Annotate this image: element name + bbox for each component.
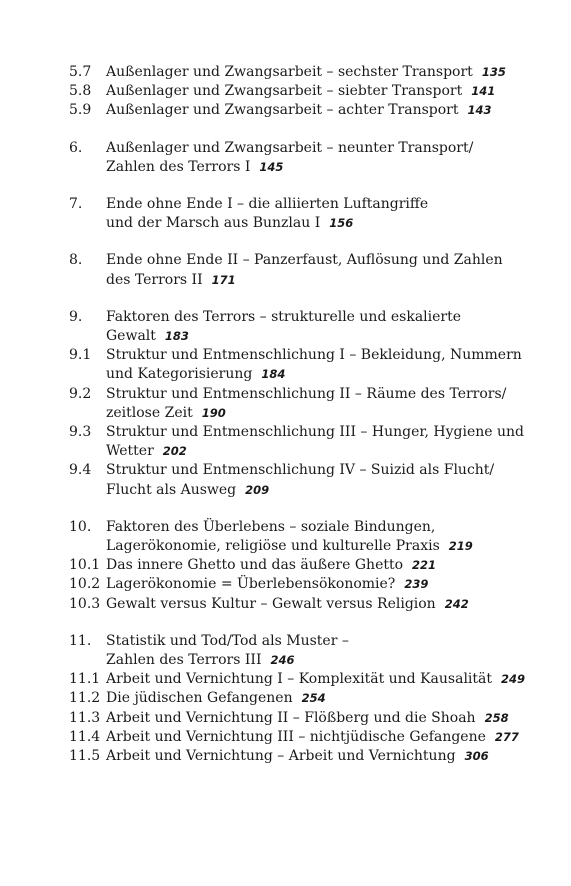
page-number: 145 — [259, 159, 284, 174]
page-number: 209 — [245, 482, 270, 497]
section-title-text: Lagerökonomie = Überlebensökonomie? — [106, 576, 396, 593]
section-title-text: Arbeit und Vernichtung III – nichtjüdische Gefangene — [106, 728, 486, 745]
section-title-text: Wetter — [106, 443, 154, 460]
section-title-text: Arbeit und Vernichtung I – Komplexität und Kausalität — [106, 671, 492, 688]
section-number: 7. — [69, 196, 83, 213]
section-title-text: Außenlager und Zwangsarbeit – siebter Transport — [106, 83, 463, 100]
toc-entry — [69, 423, 539, 461]
section-number: 5.9 — [69, 102, 92, 119]
section-number: 10. — [69, 518, 92, 535]
section-title-line — [106, 747, 539, 766]
section-title-line — [106, 651, 539, 670]
section-title-text: Flucht als Ausweg — [106, 481, 237, 498]
section-title-line — [106, 481, 539, 500]
page-number: 246 — [270, 653, 295, 668]
section-number: 11.2 — [69, 690, 101, 707]
toc-entry — [69, 195, 539, 233]
toc-entry — [69, 689, 539, 708]
section-title-text: Lagerökonomie, religiöse und kulturelle Praxis — [106, 538, 440, 555]
section-number: 8. — [69, 252, 83, 269]
page-number: 219 — [448, 539, 473, 554]
section-title-text: Statistik und Tod/Tod als Muster – — [106, 632, 349, 649]
page-number: 254 — [301, 691, 326, 706]
section-title-text: des Terrors II — [106, 271, 203, 288]
page-number: 239 — [404, 577, 429, 592]
section-title-line — [106, 575, 539, 594]
section-number: 10.3 — [69, 595, 101, 612]
page-number: 184 — [261, 367, 286, 382]
section-title-text: Struktur und Entmenschlichung IV – Suizid als Flucht/ — [106, 462, 495, 479]
section-title-line — [106, 728, 539, 747]
section-title-text: Zahlen des Terrors I — [106, 158, 251, 175]
section-title-line — [106, 139, 539, 158]
section-title-text: Arbeit und Vernichtung – Arbeit und Vernichtung — [106, 748, 456, 765]
section-title-line — [106, 423, 539, 442]
page-number: 258 — [484, 710, 509, 725]
section-number: 11.5 — [69, 748, 101, 765]
section-title-line — [106, 195, 539, 214]
section-number: 6. — [69, 139, 83, 156]
page-number: 143 — [467, 103, 492, 118]
toc-entry — [69, 139, 539, 177]
section-title-line — [106, 537, 539, 556]
section-title-text: Zahlen des Terrors III — [106, 652, 262, 669]
section-title-text: Struktur und Entmenschlichung III – Hunger, Hygiene und — [106, 424, 525, 441]
toc-entry — [69, 518, 539, 556]
section-number: 11.3 — [69, 709, 101, 726]
section-title-text: Ende ohne Ende I – die alliierten Luftangriffe — [106, 196, 429, 213]
section-title-text: und der Marsch aus Bunzlau I — [106, 215, 321, 232]
section-title-line — [106, 365, 539, 384]
section-title-line — [106, 346, 539, 365]
section-title-text: Faktoren des Überlebens – soziale Bindungen, — [106, 518, 436, 535]
page-number: 156 — [329, 216, 354, 231]
page-number: 277 — [494, 729, 519, 744]
section-title-line — [106, 518, 539, 537]
section-title-line — [106, 271, 539, 290]
page-number: 171 — [211, 272, 236, 287]
section-title-line — [106, 158, 539, 177]
page-number: 141 — [471, 84, 496, 99]
section-number: 9. — [69, 308, 83, 325]
page-number: 221 — [412, 558, 437, 573]
section-title-line — [106, 595, 539, 614]
section-title-text: Außenlager und Zwangsarbeit – neunter Transport/ — [106, 139, 474, 156]
section-title-line — [106, 404, 539, 423]
section-number: 9.2 — [69, 385, 92, 402]
section-title-text: zeitlose Zeit — [106, 404, 193, 421]
section-title-line — [106, 251, 539, 270]
page-number: 190 — [201, 405, 226, 420]
toc-entry — [69, 632, 539, 670]
toc-entry — [69, 346, 539, 384]
section-title-text: Gewalt versus Kultur – Gewalt versus Religion — [106, 595, 436, 612]
page-number: 135 — [481, 65, 506, 79]
section-title-text: und Kategorisierung — [106, 366, 253, 383]
section-title-line — [106, 461, 539, 480]
section-title-line — [106, 214, 539, 233]
toc-entry — [69, 461, 539, 499]
section-title-text: Struktur und Entmenschlichung II – Räume des Terrors/ — [106, 385, 507, 402]
toc-entry — [69, 101, 539, 120]
section-title-line — [106, 385, 539, 404]
section-title-line — [106, 689, 539, 708]
section-title-text: Die jüdischen Gefangenen — [106, 690, 293, 707]
page-number: 183 — [164, 329, 189, 344]
toc-entry — [69, 251, 539, 289]
section-number: 11.1 — [69, 671, 101, 688]
section-number: 9.3 — [69, 424, 92, 441]
toc-entry — [69, 709, 539, 728]
section-title-line — [106, 442, 539, 461]
section-number: 9.4 — [69, 462, 92, 479]
toc-entry — [69, 63, 539, 82]
section-title-line — [106, 63, 539, 82]
toc-entry — [69, 575, 539, 594]
section-title-line — [106, 327, 539, 346]
section-number: 9.1 — [69, 347, 92, 364]
section-number: 11.4 — [69, 728, 101, 745]
page-number: 202 — [162, 444, 187, 459]
section-number: 5.7 — [69, 64, 92, 80]
section-title-line — [106, 101, 539, 120]
section-title-text: Außenlager und Zwangsarbeit – sechster Transport — [106, 64, 473, 80]
section-title-line — [106, 632, 539, 651]
section-number: 5.8 — [69, 83, 92, 100]
toc-entry — [69, 308, 539, 346]
toc-entry — [69, 385, 539, 423]
section-title-text: Außenlager und Zwangsarbeit – achter Transport — [106, 102, 459, 119]
page-number: 306 — [464, 749, 489, 764]
section-title-line — [106, 82, 539, 101]
toc-entry — [69, 747, 539, 766]
page-number: 242 — [444, 596, 469, 611]
page-number: 249 — [501, 672, 526, 687]
table-of-contents — [69, 63, 539, 766]
section-title-text: Faktoren des Terrors – strukturelle und eskalierte — [106, 308, 462, 325]
toc-entry — [69, 728, 539, 747]
section-title-line — [106, 308, 539, 327]
toc-entry — [69, 556, 539, 575]
section-title-text: Arbeit und Vernichtung II – Flößberg und die Shoah — [106, 709, 476, 726]
section-title-text: Das innere Ghetto und das äußere Ghetto — [106, 557, 404, 574]
section-number: 11. — [69, 632, 92, 649]
section-number: 10.2 — [69, 576, 101, 593]
section-title-line — [106, 709, 539, 728]
section-title-line — [106, 670, 539, 689]
toc-entry — [69, 82, 539, 101]
section-title-text: Ende ohne Ende II – Panzerfaust, Auflösung und Zahlen — [106, 252, 503, 269]
section-title-line — [106, 556, 539, 575]
section-title-text: Gewalt — [106, 328, 156, 345]
section-title-text: Struktur und Entmenschlichung I – Bekleidung, Nummern — [106, 347, 522, 364]
toc-entry — [69, 595, 539, 614]
toc-entry — [69, 670, 539, 689]
section-number: 10.1 — [69, 557, 101, 574]
